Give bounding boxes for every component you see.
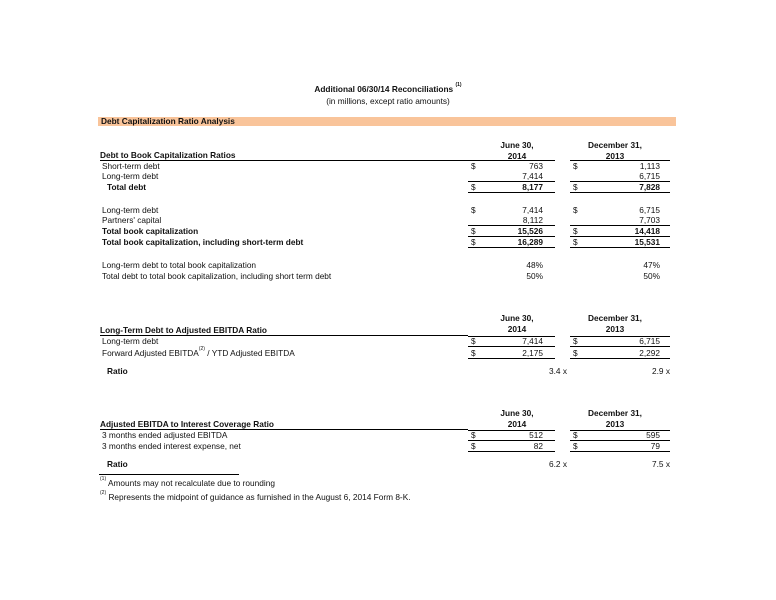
column-header-dec-2013 (576, 408, 654, 430)
currency-symbol: $ (471, 348, 476, 358)
row-label: Long-term debt (102, 205, 159, 215)
value-june-2014: 512 (529, 430, 543, 440)
value-dec-2013: 6,715 (639, 205, 660, 215)
column-header-line: June 30, (500, 313, 534, 323)
column-header-line: June 30, (500, 140, 534, 150)
value-june-2014: 82 (533, 441, 543, 451)
currency-symbol: $ (471, 430, 476, 440)
section-header-text: Long-Term Debt to Adjusted EBITDA Ratio (100, 325, 268, 335)
column-header-june-2014 (478, 313, 556, 335)
footnote-mark: (2) (100, 490, 107, 496)
row-label: Short-term debt (102, 161, 160, 171)
column-header-line: June 30, (500, 408, 534, 418)
row-rule (570, 358, 670, 359)
report-subtitle: (in millions, except ratio amounts) (326, 96, 450, 106)
row-label-suffix: / YTD Adjusted EBITDA (207, 348, 295, 358)
value-dec-2013: 15,531 (634, 237, 660, 247)
currency-symbol: $ (573, 205, 578, 215)
report-title (0, 84, 776, 94)
value-june-2014: 16,289 (517, 237, 543, 247)
row-rule (468, 451, 555, 452)
row-rule (468, 346, 555, 347)
currency-symbol: $ (471, 441, 476, 451)
column-header-line: December 31, (588, 313, 642, 323)
row-label: Partners' capital (102, 215, 162, 225)
currency-symbol: $ (471, 237, 476, 247)
banner-label: Debt Capitalization Ratio Analysis (101, 116, 235, 126)
column-header-line: 2014 (507, 419, 527, 429)
footnote-rule (99, 474, 239, 475)
ratio-dec-2013: 7.5 x (652, 459, 670, 469)
currency-symbol: $ (573, 336, 578, 346)
column-header-line: 2014 (507, 151, 527, 161)
column-header-line: 2013 (605, 419, 625, 429)
column-header-june-2014 (478, 408, 556, 430)
footnote-text: Represents the midpoint of guidance as furnished in the August 6, 2014 Form 8-K. (108, 492, 411, 502)
value-june-2014: 8,177 (522, 182, 543, 192)
row-label: Long-term debt to total book capitalization (102, 260, 257, 270)
value-dec-2013: 14,418 (634, 226, 660, 236)
value-dec-2013: 595 (646, 430, 660, 440)
section-header-debt-to-book (100, 150, 468, 161)
value-dec-2013: 1,113 (639, 161, 660, 171)
row-label: 3 months ended adjusted EBITDA (102, 430, 228, 440)
row-label: Total book capitalization, including short-term debt (102, 237, 304, 247)
value-dec-2013: 7,703 (639, 215, 660, 225)
ratio-label: Ratio (107, 459, 128, 469)
currency-symbol: $ (471, 182, 476, 192)
value-dec-2013: 47% (643, 260, 660, 270)
section-header-text: Adjusted EBITDA to Interest Coverage Ratio (100, 419, 274, 429)
currency-symbol: $ (573, 161, 578, 171)
value-june-2014: 48% (526, 260, 543, 270)
value-june-2014: 8,112 (522, 215, 543, 225)
column-header-dec-2013 (576, 140, 654, 162)
footnote-mark: (2) (198, 346, 205, 352)
total-rule (570, 247, 670, 248)
value-dec-2013: 6,715 (639, 171, 660, 181)
value-june-2014: 7,414 (522, 171, 543, 181)
value-june-2014: 763 (529, 161, 543, 171)
title-footnote-mark: (1) (455, 82, 462, 88)
row-rule (468, 358, 555, 359)
section-header-ltd-to-ebitda (100, 325, 468, 336)
row-rule (570, 346, 670, 347)
ratio-dec-2013: 2.9 x (652, 366, 670, 376)
value-june-2014: 50% (526, 271, 543, 281)
footnote-mark: (1) (100, 476, 107, 482)
row-label-text: Forward Adjusted EBITDA (102, 348, 199, 358)
value-dec-2013: 6,715 (639, 336, 660, 346)
row-label: Long-term debt (102, 336, 159, 346)
total-rule (570, 192, 670, 193)
row-label-forward-ebitda (102, 348, 295, 358)
currency-symbol: $ (573, 237, 578, 247)
row-rule (570, 451, 670, 452)
total-rule (468, 247, 555, 248)
row-label: 3 months ended interest expense, net (102, 441, 241, 451)
value-june-2014: 7,414 (522, 205, 543, 215)
row-label: Long-term debt (102, 171, 159, 181)
section-header-interest-coverage (100, 419, 468, 430)
footnote-1 (100, 478, 275, 488)
title-text: Additional 06/30/14 Reconciliations (314, 84, 454, 94)
column-header-line: 2013 (605, 324, 625, 334)
currency-symbol: $ (471, 161, 476, 171)
footnote-2 (100, 492, 411, 502)
footnote-text: Amounts may not recalculate due to rounding (107, 478, 275, 488)
column-header-line: 2013 (605, 151, 625, 161)
column-header-line: December 31, (588, 140, 642, 150)
value-dec-2013: 7,828 (639, 182, 660, 192)
ratio-june-2014: 3.4 x (549, 366, 567, 376)
value-dec-2013: 50% (643, 271, 660, 281)
row-label: Total debt to total book capitalization, including short term debt (102, 271, 332, 281)
currency-symbol: $ (573, 430, 578, 440)
row-label: Total debt (107, 182, 147, 192)
ratio-label: Ratio (107, 366, 128, 376)
total-rule (468, 192, 555, 193)
value-dec-2013: 2,292 (639, 348, 660, 358)
section-banner (98, 117, 676, 126)
value-june-2014: 7,414 (522, 336, 543, 346)
row-label: Total book capitalization (102, 226, 199, 236)
currency-symbol: $ (573, 441, 578, 451)
currency-symbol: $ (471, 205, 476, 215)
currency-symbol: $ (573, 348, 578, 358)
value-june-2014: 15,526 (517, 226, 543, 236)
column-header-line: December 31, (588, 408, 642, 418)
currency-symbol: $ (471, 226, 476, 236)
value-june-2014: 2,175 (522, 348, 543, 358)
column-header-dec-2013 (576, 313, 654, 335)
currency-symbol: $ (573, 226, 578, 236)
ratio-june-2014: 6.2 x (549, 459, 567, 469)
currency-symbol: $ (471, 336, 476, 346)
section-header-text: Debt to Book Capitalization Ratios (100, 150, 236, 160)
column-header-june-2014 (478, 140, 556, 162)
value-dec-2013: 79 (650, 441, 660, 451)
currency-symbol: $ (573, 182, 578, 192)
column-header-line: 2014 (507, 324, 527, 334)
